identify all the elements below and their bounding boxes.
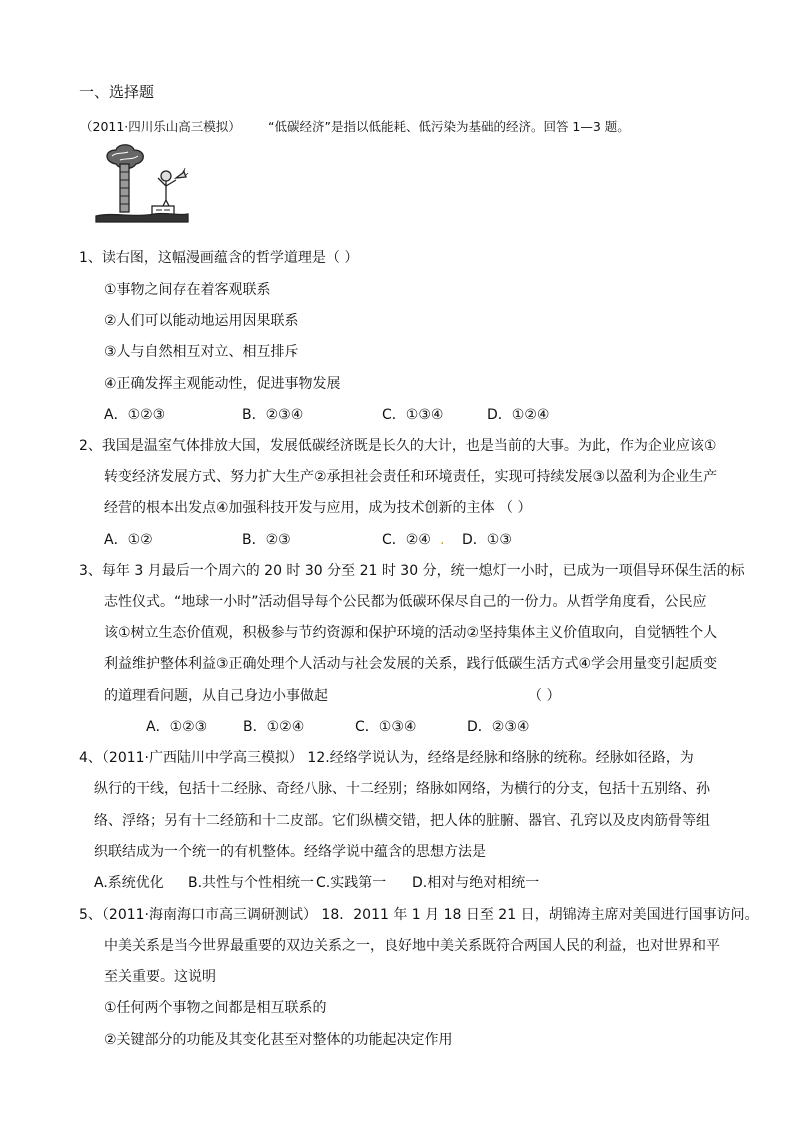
- q4-line-2: 纵行的干线，包括十二经脉、奇经八脉、十二经别；络脉如网络，为横行的分支，包括十五别络、孙: [94, 781, 710, 797]
- q3-line-5: 的道理看问题，从自己身边小事做起: [104, 688, 328, 704]
- q3-answer-bracket: （ ）: [528, 688, 561, 704]
- q4-option-c: C.实践第一: [316, 875, 387, 891]
- q1-option-b: B．②③④: [242, 407, 304, 423]
- q2-option-c: C．②④: [382, 532, 431, 548]
- q5-statement-2: ②关键部分的功能及其变化甚至对整体的功能起决定作用: [104, 1032, 453, 1048]
- q3-line-1: 3、每年 3 月最后一个周六的 20 时 30 分至 21 时 30 分，统一熄灯一小时，已成为一项倡导环保生活的标: [79, 563, 745, 579]
- q2-line-2: 转变经济发展方式、努力扩大生产②承担社会责任和环境责任，实现可持续发展③以盈利为企业生产: [104, 469, 718, 485]
- q4-line-1: 4、（2011·广西陆川中学高三模拟） 12.经络学说认为，经络是经脉和络脉的统称。经脉如径路，为: [79, 750, 694, 766]
- q3-option-d: D．②③④: [467, 719, 530, 735]
- q4-line-4: 织联结成为一个统一的有机整体。经络学说中蕴含的思想方法是: [94, 844, 486, 860]
- q2-mark: .: [440, 532, 445, 548]
- q3-line-4: 利益维护整体利益③正确处理个人活动与社会发展的关系，践行低碳生活方式④学会用量变引起质变: [104, 656, 718, 672]
- q3-line-2: 志性仪式。“地球一小时”活动倡导每个公民都为低碳环保尽自己的一份力。从哲学角度看，公民应: [104, 594, 707, 610]
- q5-line-2: 中美关系是当今世界最重要的双边关系之一，良好地中美关系既符合两国人民的利益，也对世界和平: [104, 938, 720, 954]
- q3-line-3: 该①树立生态价值观，积极参与节约资源和保护环境的活动②坚持集体主义价值取向，自觉牺牲个人: [104, 625, 718, 641]
- q4-option-a: A.系统优化: [94, 875, 164, 891]
- q4-option-d: D.相对与绝对相统一: [412, 875, 540, 891]
- q5-line-3: 至关重要。这说明: [104, 969, 216, 985]
- q1-statement-4: ④正确发挥主观能动性，促进事物发展: [104, 376, 341, 392]
- q5-statement-1: ①任何两个事物之间都是相互联系的: [104, 1000, 327, 1016]
- intro-source: （2011·四川乐山高三模拟）: [80, 119, 241, 134]
- q4-line-3: 络、浮络；另有十二经筋和十二皮部。它们纵横交错，把人体的脏腑、器官、孔窍以及皮肉筋骨等组: [94, 813, 710, 829]
- q1-statement-3: ③人与自然相互对立、相互排斥: [104, 344, 299, 360]
- q2-option-a: A．①②: [104, 532, 153, 548]
- q2-option-b: B．②③: [242, 532, 291, 548]
- q2-option-d: D．①③: [462, 532, 512, 548]
- q4-option-b: B.共性与个性相统一: [188, 875, 315, 891]
- q3-option-b: B．①②④: [243, 719, 305, 735]
- cartoon-illustration: [94, 144, 190, 224]
- q1-statement-2: ②人们可以能动地运用因果联系: [104, 313, 299, 329]
- q1-option-d: D．①②④: [487, 407, 550, 423]
- q1-option-a: A．①②③: [104, 407, 166, 423]
- q1-stem: 1、读右图，这幅漫画蕴含的哲学道理是（ ）: [79, 250, 359, 266]
- q1-option-c: C．①③④: [382, 407, 444, 423]
- q2-line-1: 2、我国是温室气体排放大国，发展低碳经济既是长久的大计，也是当前的大事。为此，作为企业应该①: [79, 438, 717, 454]
- q5-line-1: 5、（2011·海南海口市高三调研测试） 18．2011 年 1 月 18 日至 21 日，胡锦涛主席对美国进行国事访问。: [79, 907, 759, 923]
- q1-statement-1: ①事物之间存在着客观联系: [104, 282, 271, 298]
- intro-text: “低碳经济”是指以低能耗、低污染为基础的经济。回答 1—3 题。: [268, 119, 630, 134]
- q3-option-c: C．①③④: [355, 719, 417, 735]
- q2-line-3: 经营的根本出发点④加强科技开发与应用，成为技术创新的主体 （ ）: [104, 500, 532, 516]
- q3-option-a: A．①②③: [146, 719, 208, 735]
- section-title: 一、选择题: [79, 83, 155, 101]
